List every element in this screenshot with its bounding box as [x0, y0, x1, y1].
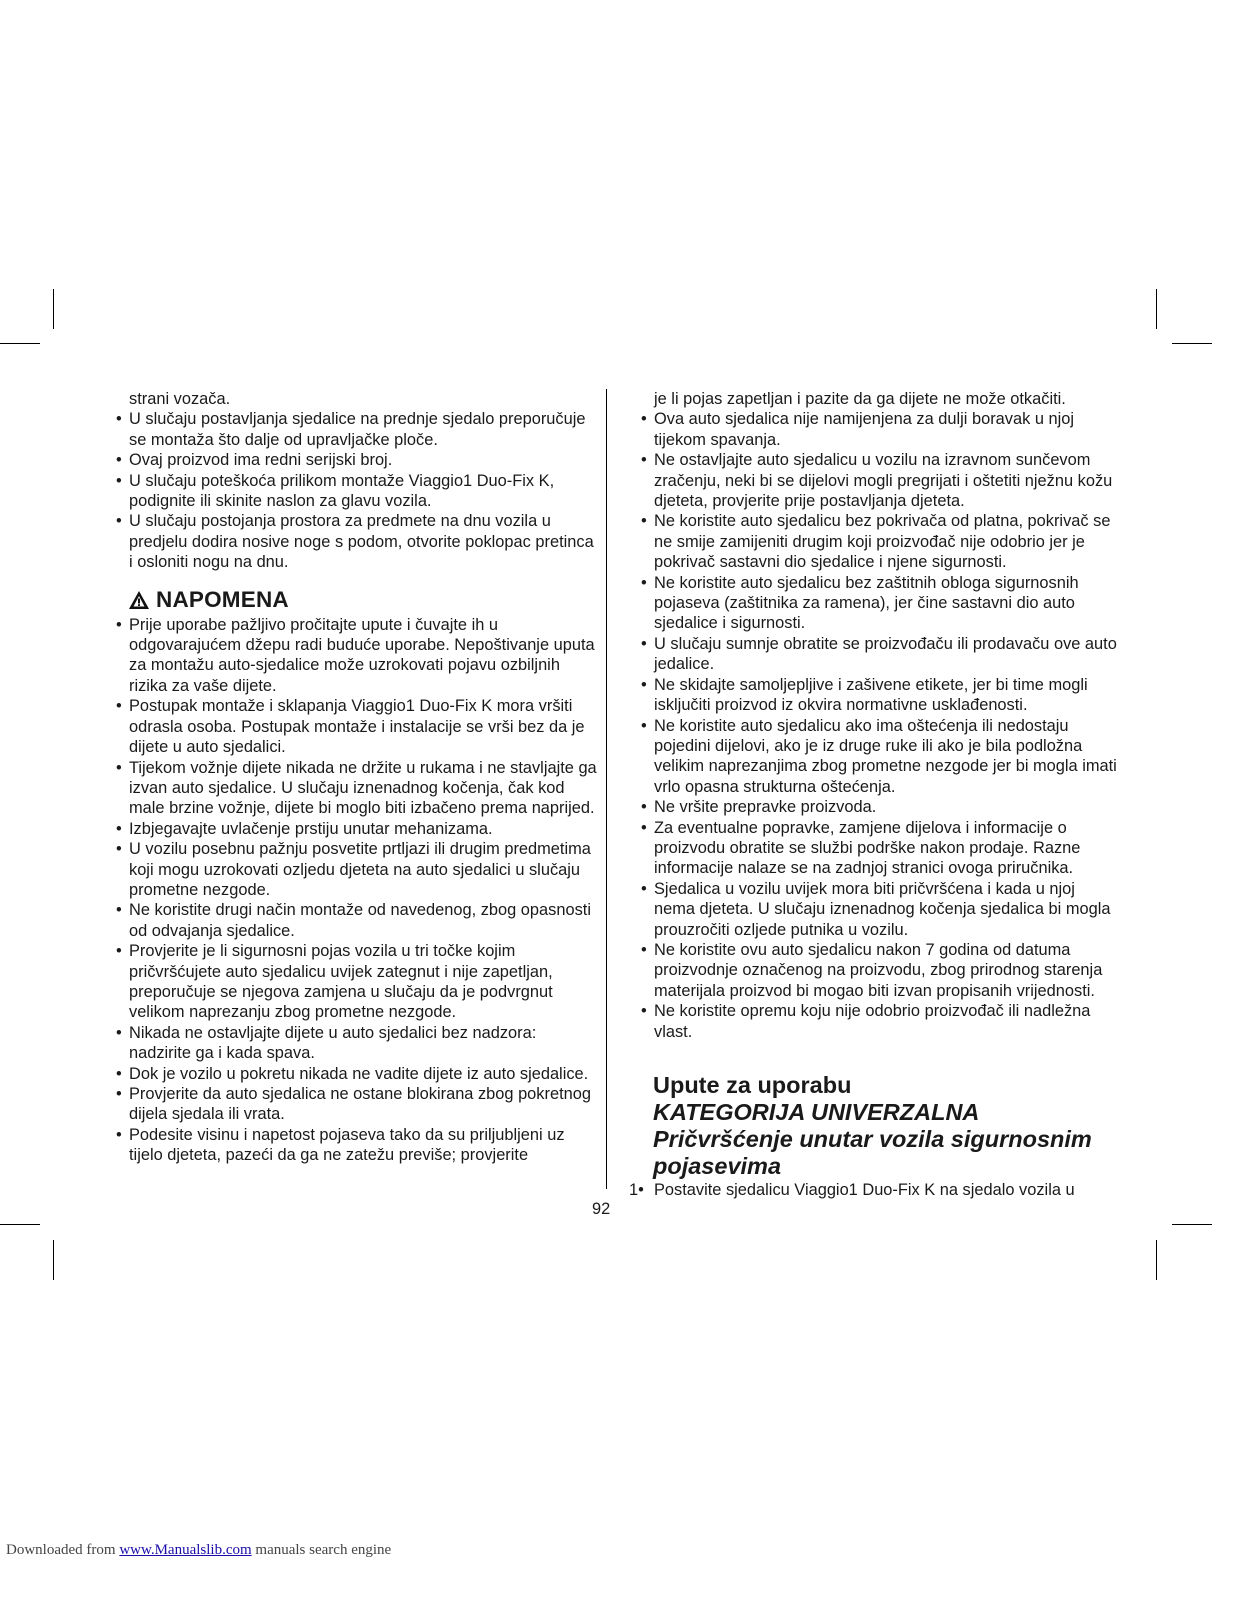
list-item: • Tijekom vožnje dijete nikada ne držite u rukama i ne stavljajte ga izvan auto sjedalice. U slučaju iznenadnog kočenja, čak kod male brzine vožnje, dijete bi moglo biti izbačeno prema naprijed.: [115, 758, 600, 819]
page-number: 92: [592, 1200, 611, 1218]
crop-mark: [1172, 343, 1212, 344]
warning-icon: [128, 590, 150, 610]
list-item: • U slučaju sumnje obratite se proizvođaču ili prodavaču ove auto jedalice.: [640, 634, 1120, 675]
list-item: • Nikada ne ostavljajte dijete u auto sjedalici bez nadzora: nadzirite ga i kada spava.: [115, 1023, 600, 1064]
list-item: • Sjedalica u vozilu uvijek mora biti pričvršćena i kada u njoj nema djeteta. U slučaju iznenadnog kočenja sjedalica bi mogla prouzročiti ozljede putnika u vozilu.: [640, 879, 1120, 940]
list-item: • U slučaju poteškoća prilikom montaže Viaggio1 Duo-Fix K, podignite ili skinite naslon za glavu vozila.: [115, 471, 600, 512]
footer-link[interactable]: www.Manualslib.com: [119, 1542, 252, 1558]
footer-prefix: Downloaded from: [6, 1542, 116, 1558]
list-item: • Ne koristite auto sjedalicu bez zaštitnih obloga sigurnosnih pojaseva (zaštitnika za ramena), jer čine sastavni dio auto sjedalice i sigurnosti.: [640, 573, 1120, 634]
list-item: • Ova auto sjedalica nije namijenjena za dulji boravak u njoj tijekom spavanja.: [640, 409, 1120, 450]
list-item: • Izbjegavajte uvlačenje prstiju unutar mehanizama.: [115, 819, 600, 839]
crop-mark: [0, 343, 40, 344]
right-column: [629, 389, 1120, 1200]
warning-heading: [128, 587, 600, 613]
warning-list: [115, 615, 600, 1166]
list-item: • Ne koristite opremu koju nije odobrio proizvođač ili nadležna vlast.: [640, 1001, 1120, 1042]
list-item: • Ne koristite drugi način montaže od navedenog, zbog opasnosti od odvajanja sjedalice.: [115, 900, 600, 941]
list-item: • Ne koristite auto sjedalicu bez pokrivača od platna, pokrivač se ne smije zamijeniti drugim koji proizvođač nije odobrio jer je pokrivač sastavni dio sjedalice i njene sigurnosti.: [640, 511, 1120, 572]
warning-title: NAPOMENA: [156, 586, 289, 612]
left-column: [115, 389, 600, 1166]
numbered-step: [629, 1180, 1120, 1200]
continued-text: je li pojas zapetljan i pazite da ga dijete ne može otkačiti.: [654, 390, 1066, 408]
list-item: • Postupak montaže i sklapanja Viaggio1 Duo-Fix K mora vršiti odrasla osoba. Postupak montaže i instalacije se vrši bez da je dijete u auto sjedalici.: [115, 696, 600, 757]
step-number: 1•: [629, 1181, 644, 1199]
crop-mark: [0, 1224, 40, 1225]
step-text: Postavite sjedalicu Viaggio1 Duo-Fix K na sjedalo vozila u: [654, 1181, 1075, 1199]
download-footer: [6, 1542, 391, 1559]
bullet-list: [640, 409, 1120, 1042]
crop-mark: [1172, 1224, 1212, 1225]
footer-suffix: manuals search engine: [255, 1542, 392, 1558]
column-divider: [606, 389, 607, 1189]
section-subheading: KATEGORIJA UNIVERZALNA: [653, 1099, 980, 1125]
list-item: • Provjerite je li sigurnosni pojas vozila u tri točke kojim pričvršćujete auto sjedalicu uvijek zategnut i nije zapetljan, preporučuje se njegova zamjena u slučaju da je podvrgnut velikom naprezanju zbog prometne nezgode.: [115, 941, 600, 1023]
list-item: • Dok je vozilo u pokretu nikada ne vadite dijete iz auto sjedalice.: [115, 1064, 600, 1084]
list-item: • Prije uporabe pažljivo pročitajte upute i čuvajte ih u odgovarajućem džepu radi buduće uporabe. Nepoštivanje uputa za montažu auto-sjedalice može uzrokovati pojavu ozbiljnih rizika za vaše dijete.: [115, 615, 600, 697]
list-item: • Provjerite da auto sjedalica ne ostane blokirana zbog pokretnog dijela sjedala ili vrata.: [115, 1084, 600, 1125]
crop-mark: [53, 1240, 54, 1280]
list-item: • U slučaju postavljanja sjedalice na prednje sjedalo preporučuje se montaža što dalje od upravljačke ploče.: [115, 409, 600, 450]
list-item: • U slučaju postojanja prostora za predmete na dnu vozila u predjelu dodira nosive noge s podom, otvorite poklopac pretinca i osloniti nogu na dnu.: [115, 511, 600, 572]
section-heading: Upute za uporabu: [653, 1072, 852, 1098]
list-item: • U vozilu posebnu pažnju posvetite prtljazi ili drugim predmetima koji mogu uzrokovati ozljedu djeteta na auto sjedalici u slučaju prometne nezgode.: [115, 839, 600, 900]
list-item: • Za eventualne popravke, zamjene dijelova i informacije o proizvodu obratite se službi podrške nakon prodaje. Razne informacije nalaze se na zadnjoj stranici ovoga priručnika.: [640, 818, 1120, 879]
crop-mark: [53, 289, 54, 329]
list-item: • Ne koristite auto sjedalicu ako ima oštećenja ili nedostaju pojedini dijelovi, ako je iz druge ruke ili ako je bila podložna velikim naprezanjima zbog prometne nezgode jer bi mogla imati vrlo opasna strukturna oštećenja.: [640, 716, 1120, 798]
bullet-list: [115, 409, 600, 572]
list-item: • Ne ostavljajte auto sjedalicu u vozilu na izravnom sunčevom zračenju, neki bi se dijelovi mogli pregrijati i oštetiti nježnu kožu djeteta, provjerite prije postavljanja djeteta.: [640, 450, 1120, 511]
list-item: • Ne skidajte samoljepljive i zašivene etikete, jer bi time mogli isključiti proizvod iz okvira normativne usklađenosti.: [640, 675, 1120, 716]
list-item: • Ne koristite ovu auto sjedalicu nakon 7 godina od datuma proizvodnje označenog na proizvodu, zbog prirodnog starenja materijala proizvod bi mogao biti izvan propisanih vrijednosti.: [640, 940, 1120, 1001]
section-subheading: Pričvršćenje unutar vozila sigurnosnim pojasevima: [653, 1126, 1092, 1179]
list-item: • Podesite visinu i napetost pojaseva tako da su priljubljeni uz tijelo djeteta, pazeći da ga ne zatežu previše; provjerite: [115, 1125, 600, 1166]
crop-mark: [1156, 1240, 1157, 1280]
list-item: • Ne vršite prepravke proizvoda.: [640, 797, 1120, 817]
continued-text: strani vozača.: [129, 390, 231, 408]
list-item: • Ovaj proizvod ima redni serijski broj.: [115, 450, 600, 470]
crop-mark: [1156, 289, 1157, 329]
